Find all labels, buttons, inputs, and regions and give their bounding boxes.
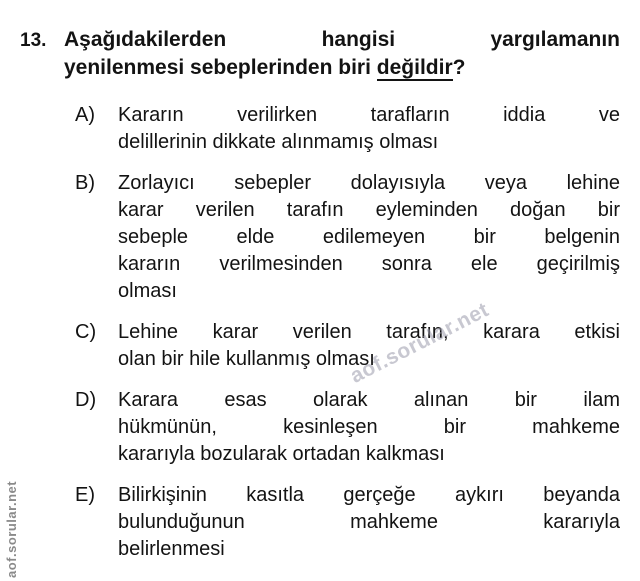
- question-underlined-word: değildir: [376, 56, 453, 79]
- option-letter: A): [75, 104, 95, 126]
- option-row: [75, 319, 620, 373]
- option-line: olması: [118, 280, 177, 302]
- watermark-diagonal: aof.sorular.net: [346, 298, 493, 388]
- question-text: [64, 26, 620, 82]
- option-line: kararın verilmesinden sonra ele geçirilmiş: [118, 253, 620, 275]
- option-letter: E): [75, 484, 95, 506]
- option-line: Zorlayıcı sebepler dolayısıyla veya lehine: [118, 172, 620, 194]
- option-letter: C): [75, 321, 97, 343]
- options-list: [75, 102, 620, 563]
- question-number: 13.: [20, 30, 47, 51]
- option-line: Karara esas olarak alınan bir ilam: [118, 389, 620, 411]
- question-header: [20, 26, 620, 82]
- question-mark: ?: [452, 56, 466, 79]
- option-row: [75, 170, 620, 305]
- watermark-vertical: aof.sorular.net: [4, 480, 19, 578]
- option-text: [118, 102, 620, 156]
- option-line: hükmünün, kesinleşen bir mahkeme: [118, 416, 620, 438]
- option-text: [118, 319, 620, 373]
- option-line: bulunduğunun mahkeme kararıyla: [118, 511, 620, 533]
- question-line-2: [64, 54, 620, 82]
- option-row: [75, 387, 620, 468]
- option-line: belirlenmesi: [118, 538, 225, 560]
- option-line: Bilirkişinin kasıtla gerçeğe aykırı beyanda: [118, 484, 620, 506]
- question-line-1: Aşağıdakilerden hangisi yargılamanın: [64, 28, 620, 51]
- question-line-2-prefix: yenilenmesi sebeplerinden biri: [64, 56, 377, 79]
- option-text: [118, 387, 620, 468]
- option-row: [75, 482, 620, 563]
- option-text: [118, 170, 620, 305]
- option-line: olan bir hile kullanmış olması: [118, 348, 375, 370]
- option-line: karar verilen tarafın eyleminden doğan bir: [118, 199, 620, 221]
- option-line: delillerinin dikkate alınmamış olması: [118, 131, 439, 153]
- question-block: [20, 26, 620, 577]
- option-text: [118, 482, 620, 563]
- option-line: sebeple elde edilemeyen bir belgenin: [118, 226, 620, 248]
- option-line: Lehine karar verilen tarafın, karara etkisi: [118, 321, 620, 343]
- option-line: kararıyla bozularak ortadan kalkması: [118, 443, 445, 465]
- option-letter: B): [75, 172, 95, 194]
- option-letter: D): [75, 389, 97, 411]
- option-row: [75, 102, 620, 156]
- option-line: Kararın verilirken tarafların iddia ve: [118, 104, 620, 126]
